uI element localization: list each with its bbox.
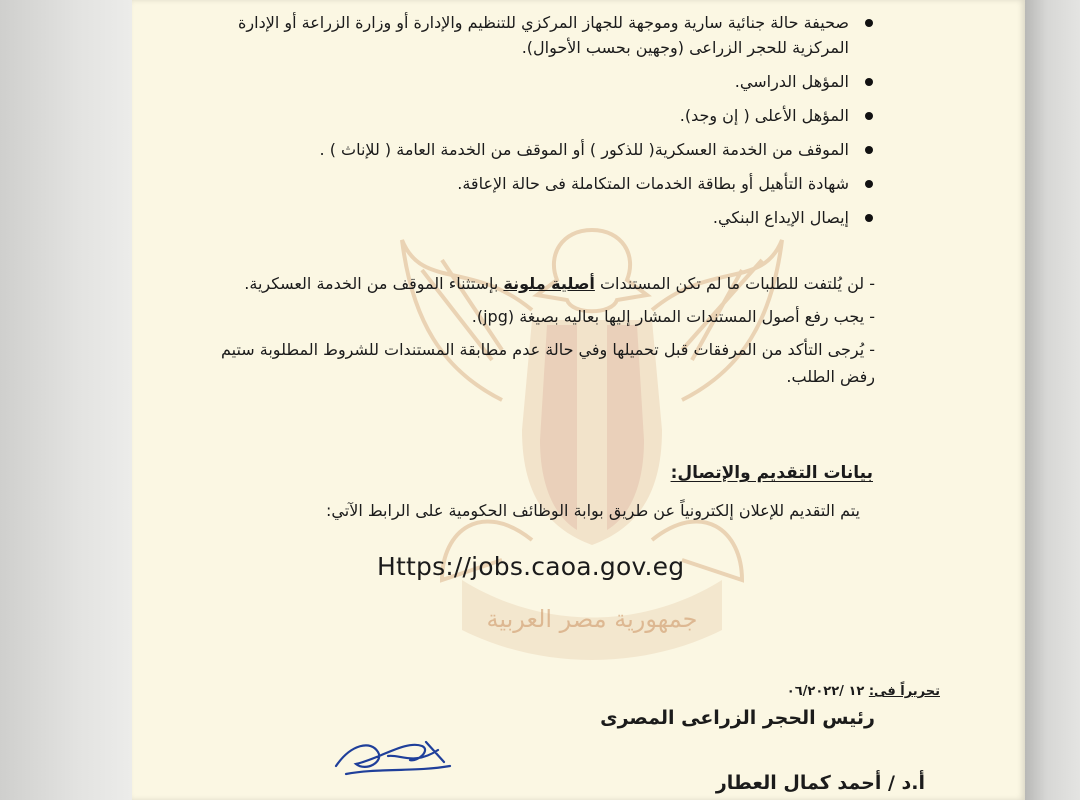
- requirement-item: المؤهل الأعلى ( إن وجد).: [215, 103, 875, 128]
- issue-date: [787, 684, 940, 699]
- requirement-item: صحيفة حالة جنائية سارية وموجهة للجهاز المركزي للتنظيم والإدارة أو وزارة الزراعة أو الإدارة المركزية للحجر الزراعى (وجهين بحسب الأحوال).: [215, 10, 875, 60]
- requirement-item: إيصال الإيداع البنكي.: [215, 205, 875, 230]
- right-background: [1025, 0, 1080, 800]
- requirement-item: الموقف من الخدمة العسكرية( للذكور ) أو الموقف من الخدمة العامة ( للإناث ) .: [215, 137, 875, 162]
- note-original-documents: - لن يُلتفت للطلبات ما لم تكن المستندات أصلية ملونة بإستثناء الموقف من الخدمة العسكرية.: [244, 274, 875, 293]
- application-link[interactable]: Https://jobs.caoa.gov.eg: [377, 552, 685, 581]
- note-verify-attachments: - يُرجى التأكد من المرفقات قبل تحميلها وفي حالة عدم مطابقة المستندات للشروط المطلوبة ستيم رفض الطلب.: [220, 340, 875, 386]
- signatory-name: أ.د / أحمد كمال العطار: [715, 772, 925, 794]
- requirement-item: المؤهل الدراسي.: [215, 69, 875, 94]
- notes-section: [195, 270, 875, 396]
- date-label: تحريراً فى:: [868, 684, 940, 699]
- application-heading: بيانات التقديم والإتصال:: [670, 463, 873, 483]
- requirement-item: شهادة التأهيل أو بطاقة الخدمات المتكاملة فى حالة الإعاقة.: [215, 171, 875, 196]
- date-value: ١٢ /٠٦/٢٠٢٢: [786, 684, 865, 699]
- emblem-banner-text: جمهورية مصر العربية: [486, 605, 698, 633]
- signatory-title: رئيس الحجر الزراعى المصرى: [600, 707, 875, 729]
- left-background: [0, 0, 132, 800]
- requirements-list: [215, 10, 875, 239]
- handwritten-signature: [326, 732, 456, 780]
- note-emphasis: أصلية ملونة: [503, 274, 595, 293]
- note-file-format: - يجب رفع أصول المستندات المشار إليها بعاليه بصيغة (jpg).: [471, 307, 875, 326]
- application-text: يتم التقديم للإعلان إلكترونياً عن طريق بوابة الوظائف الحكومية على الرابط الآتي:: [326, 501, 860, 520]
- document-page: [132, 0, 1025, 800]
